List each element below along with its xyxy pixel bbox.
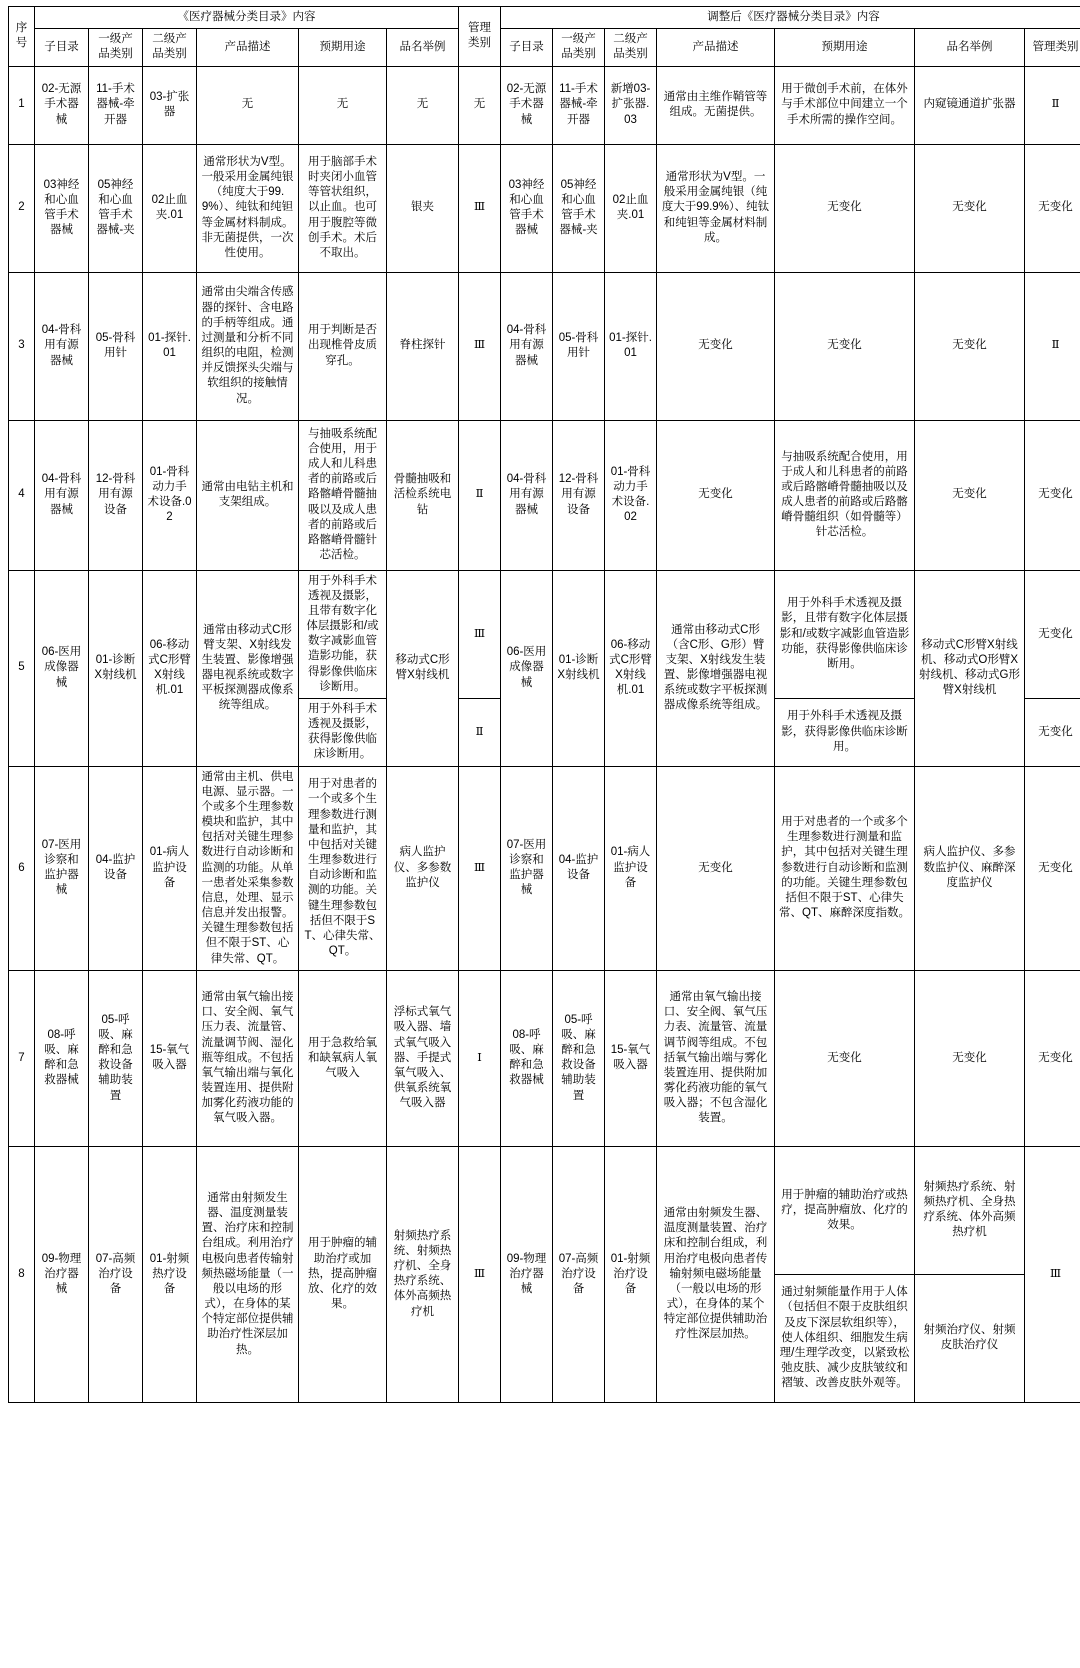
- cell-level1-new: 05-骨科用针: [553, 272, 605, 420]
- cell-name-old: 浮标式氧气吸入器、墙式氧气吸入器、手提式氧气吸入、供氧系统氧气吸入器: [387, 970, 459, 1146]
- cell-level1-new: 04-监护设备: [553, 766, 605, 970]
- cell-name-old: 病人监护仪、多参数监护仪: [387, 766, 459, 970]
- cell-level2-old: 03-扩张器: [143, 66, 197, 144]
- cell-subcatalog-old: 04-骨科用有源器械: [35, 272, 89, 420]
- cell-use-old: 无: [299, 66, 387, 144]
- cell-level1-new: 11-手术器械-牵开器: [553, 66, 605, 144]
- row-index: 2: [9, 144, 35, 272]
- cell-use-old: 与抽吸系统配合使用，用于成人和儿科患者的前路或后路髂嵴骨髓抽吸以及成人患者的前路或后路髂嵴骨髓针芯活检。: [299, 420, 387, 570]
- table-row: [9, 420, 1080, 570]
- cell-level1-new: 01-诊断X射线机: [553, 570, 605, 766]
- cell-level2-old: 02止血夹.01: [143, 144, 197, 272]
- cell-level2-old: 01-骨科动力手术设备.02: [143, 420, 197, 570]
- cell-desc-old: 通常由电钻主机和支架组成。: [197, 420, 299, 570]
- cell-level1-new: 05-呼吸、麻醉和急救设备辅助装置: [553, 970, 605, 1146]
- cell-class-old: 无: [459, 66, 501, 144]
- cell-subcatalog-old: 08-呼吸、麻醉和急救器械: [35, 970, 89, 1146]
- row-index: 7: [9, 970, 35, 1146]
- table-row: [9, 66, 1080, 144]
- table-row: [9, 272, 1080, 420]
- cell-use-old: 用于急救给氧和缺氧病人氧气吸入: [299, 970, 387, 1146]
- row-index: 8: [9, 1146, 35, 1402]
- cell-class-new: Ⅱ: [1025, 66, 1080, 144]
- cell-desc-old: 通常由射频发生器、温度测量装置、治疗床和控制台组成。利用治疗电极向患者传输射频热磁场能量（一般以电场的形式），在身体的某个特定部位提供辅助治疗性深层加热。: [197, 1146, 299, 1402]
- cell-level2-new: 新增03-扩张器.03: [605, 66, 657, 144]
- cell-subcatalog-old: 06-医用成像器械: [35, 570, 89, 766]
- cell-level1-old: 11-手术器械-牵开器: [89, 66, 143, 144]
- cell-subcatalog-old: 07-医用诊察和监护器械: [35, 766, 89, 970]
- cell-level1-old: 05神经和心血管手术器械-夹: [89, 144, 143, 272]
- group-header-adjusted: 调整后《医疗器械分类目录》内容: [501, 7, 1080, 29]
- cell-use-new: 与抽吸系统配合使用，用于成人和儿科患者的前路或后路髂嵴骨髓抽吸以及成人患者的前路或后路髂嵴骨髓组织（如骨髓等）针芯活检。: [775, 420, 915, 570]
- cell-subcatalog-old: 09-物理治疗器械: [35, 1146, 89, 1402]
- col-header-level2-new: 二级产品类别: [605, 29, 657, 66]
- cell-subcatalog-old: 04-骨科用有源器械: [35, 420, 89, 570]
- cell-desc-old: 通常由移动式C形臂支架、X射线发生装置、影像增强器电视系统或数字平板探测器成像系统等组成。: [197, 570, 299, 766]
- cell-desc-new: 通常由主维作鞘管等组成。无菌提供。: [657, 66, 775, 144]
- cell-use-old: 用于判断是否出现椎骨皮质穿孔。: [299, 272, 387, 420]
- cell-level1-new: 07-高频治疗设备: [553, 1146, 605, 1402]
- cell-desc-new: 无变化: [657, 420, 775, 570]
- cell-level2-new: 01-病人监护设备: [605, 766, 657, 970]
- cell-class-new-2: 无变化: [1025, 698, 1080, 766]
- cell-subcatalog-new: 04-骨科用有源器械: [501, 420, 553, 570]
- row-index: 6: [9, 766, 35, 970]
- cell-subcatalog-new: 06-医用成像器械: [501, 570, 553, 766]
- cell-class-new: 无变化: [1025, 144, 1080, 272]
- cell-subcatalog-new: 08-呼吸、麻醉和急救器械: [501, 970, 553, 1146]
- cell-class-old: Ⅲ: [459, 766, 501, 970]
- cell-name-old: 脊柱探针: [387, 272, 459, 420]
- cell-class-old: Ⅲ: [459, 1146, 501, 1402]
- cell-subcatalog-new: 07-医用诊察和监护器械: [501, 766, 553, 970]
- col-header-name-old: 品名举例: [387, 29, 459, 66]
- cell-level1-old: 05-骨科用针: [89, 272, 143, 420]
- table-row: [9, 144, 1080, 272]
- cell-name-new: 无变化: [915, 420, 1025, 570]
- cell-class-new-1: 无变化: [1025, 570, 1080, 698]
- cell-level2-new: 15-氧气吸入器: [605, 970, 657, 1146]
- cell-class-new: 无变化: [1025, 970, 1080, 1146]
- cell-name-new-2: 射频治疗仪、射频皮肤治疗仪: [915, 1274, 1025, 1402]
- col-header-use-old: 预期用途: [299, 29, 387, 66]
- group-header-original: 《医疗器械分类目录》内容: [35, 7, 459, 29]
- cell-class-old-1: Ⅲ: [459, 570, 501, 698]
- cell-use-old: 用于脑部手术时夹闭小血管等管状组织，以止血。也可用于腹腔等微创手术。术后不取出。: [299, 144, 387, 272]
- cell-subcatalog-new: 02-无源手术器械: [501, 66, 553, 144]
- cell-class-old: Ⅲ: [459, 144, 501, 272]
- cell-name-new: 移动式C形臂X射线机、移动式O形臂X射线机、移动式G形臂X射线机: [915, 570, 1025, 766]
- cell-level2-old: 06-移动式C形臂X射线机.01: [143, 570, 197, 766]
- col-header-desc-old: 产品描述: [197, 29, 299, 66]
- cell-level2-new: 01-骨科动力手术设备.02: [605, 420, 657, 570]
- table-group-header-row: [9, 7, 1080, 29]
- cell-class-new: 无变化: [1025, 420, 1080, 570]
- table-row: [9, 570, 1080, 698]
- cell-use-new: 用于对患者的一个或多个生理参数进行测量和监护，其中包括对关键生理参数进行自动诊断和监测的功能。关键生理参数包括但不限于ST、心律失常、QT、麻醉深度指数。: [775, 766, 915, 970]
- table-row: [9, 766, 1080, 970]
- classification-catalog-table: [8, 6, 1080, 1403]
- cell-use-new: 用于微创手术前，在体外与手术部位中间建立一个手术所需的操作空间。: [775, 66, 915, 144]
- cell-level2-old: 15-氧气吸入器: [143, 970, 197, 1146]
- cell-desc-new: 通常由射频发生器、温度测量装置、治疗床和控制台组成，利用治疗电极向患者传输射频电磁场能量（一般以电场的形式），在身体的某个特定部位提供辅助治疗性深层加热。: [657, 1146, 775, 1402]
- row-index: 3: [9, 272, 35, 420]
- col-header-name-new: 品名举例: [915, 29, 1025, 66]
- col-header-class-new: 管理类别: [1025, 29, 1080, 66]
- cell-class-old: Ⅰ: [459, 970, 501, 1146]
- col-header-subcatalog-new: 子目录: [501, 29, 553, 66]
- cell-use-old: 用于对患者的一个或多个生理参数进行测量和监护，其中包括对关键生理参数进行自动诊断和监测的功能。关键生理参数包括但不限于ST、心律失常、QT。: [299, 766, 387, 970]
- cell-desc-new: 通常由氧气输出接口、安全阀、氧气压力表、流量管、流量调节阀等组成。不包括氧气输出端与雾化装置连用、提供附加雾化药液功能的氧气吸入器；不包含湿化装置。: [657, 970, 775, 1146]
- cell-level1-new: 05神经和心血管手术器械-夹: [553, 144, 605, 272]
- cell-subcatalog-new: 04-骨科用有源器械: [501, 272, 553, 420]
- col-header-use-new: 预期用途: [775, 29, 915, 66]
- cell-class-new: Ⅲ: [1025, 1146, 1080, 1402]
- cell-name-old: 移动式C形臂X射线机: [387, 570, 459, 766]
- cell-level1-new: 12-骨科用有源设备: [553, 420, 605, 570]
- table-row: [9, 1146, 1080, 1274]
- cell-name-new: 病人监护仪、多参数监护仪、麻醉深度监护仪: [915, 766, 1025, 970]
- col-header-subcatalog-old: 子目录: [35, 29, 89, 66]
- cell-name-old: 射频热疗系统、射频热疗机、全身热疗系统、体外高频热疗机: [387, 1146, 459, 1402]
- col-header-level1-new: 一级产品类别: [553, 29, 605, 66]
- cell-use-new-1: 用于肿瘤的辅助治疗或热疗，提高肿瘤放、化疗的效果。: [775, 1146, 915, 1274]
- cell-desc-new: 无变化: [657, 272, 775, 420]
- col-header-level2-old: 二级产品类别: [143, 29, 197, 66]
- cell-name-new: 内窥镜通道扩张器: [915, 66, 1025, 144]
- cell-desc-old: 通常由氧气输出接口、安全阀、氧气压力表、流量管、流量调节阀、湿化瓶等组成。不包括氧气输出端与氧化装置连用、提供附加雾化药液功能的氧气吸入器。: [197, 970, 299, 1146]
- cell-use-new: 无变化: [775, 144, 915, 272]
- cell-desc-old: 无: [197, 66, 299, 144]
- cell-level1-old: 05-呼吸、麻醉和急救设备辅助装置: [89, 970, 143, 1146]
- col-header-class-old: 管理类别: [459, 7, 501, 67]
- table-column-header-row: [9, 29, 1080, 66]
- cell-desc-new: 通常由移动式C形（含C形、G形）臂支架、X射线发生装置、影像增强器电视系统或数字平板探测器成像系统等组成。: [657, 570, 775, 766]
- cell-class-old: Ⅱ: [459, 420, 501, 570]
- cell-level1-old: 07-高频治疗设备: [89, 1146, 143, 1402]
- cell-class-new: 无变化: [1025, 766, 1080, 970]
- col-header-desc-new: 产品描述: [657, 29, 775, 66]
- cell-use-new-1: 用于外科手术透视及摄影，且带有数字化体层摄影和/或数字减影血管造影功能，获得影像供临床诊断用。: [775, 570, 915, 698]
- cell-name-old: 骨髓抽吸和活检系统电钻: [387, 420, 459, 570]
- cell-level2-old: 01-探针.01: [143, 272, 197, 420]
- cell-name-new-1: 射频热疗系统、射频热疗机、全身热疗系统、体外高频热疗机: [915, 1146, 1025, 1274]
- cell-use-old-2: 用于外科手术透视及摄影，获得影像供临床诊断用。: [299, 698, 387, 766]
- cell-class-new: Ⅱ: [1025, 272, 1080, 420]
- cell-use-new-2: 用于外科手术透视及摄影，获得影像供临床诊断用。: [775, 698, 915, 766]
- cell-name-old: 无: [387, 66, 459, 144]
- row-index: 5: [9, 570, 35, 766]
- cell-name-new: 无变化: [915, 970, 1025, 1146]
- cell-use-old: 用于肿瘤的辅助治疗或加热，提高肿瘤放、化疗的效果。: [299, 1146, 387, 1402]
- cell-subcatalog-new: 09-物理治疗器械: [501, 1146, 553, 1402]
- row-index: 1: [9, 66, 35, 144]
- cell-desc-old: 通常由主机、供电电源、显示器。一个或多个生理参数模块和监护，其中包括对关键生理参数进行自动诊断和监测的功能。从单一患者处采集参数信息，处理、显示信息并发出报警。关键生理参数包括但不限于ST、心律失常、QT。: [197, 766, 299, 970]
- cell-desc-new: 无变化: [657, 766, 775, 970]
- cell-subcatalog-new: 03神经和心血管手术器械: [501, 144, 553, 272]
- col-header-level1-old: 一级产品类别: [89, 29, 143, 66]
- cell-class-old-2: Ⅱ: [459, 698, 501, 766]
- col-header-index: 序号: [9, 7, 35, 67]
- cell-level2-new: 01-探针.01: [605, 272, 657, 420]
- cell-level2-new: 01-射频治疗设备: [605, 1146, 657, 1402]
- cell-desc-old: 通常形状为V型。一般采用金属纯银（纯度大于99.9%）、纯钛和纯钽等金属材料制成。非无菌提供，一次性使用。: [197, 144, 299, 272]
- cell-name-old: 银夹: [387, 144, 459, 272]
- cell-level2-new: 02止血夹.01: [605, 144, 657, 272]
- cell-level2-old: 01-射频热疗设备: [143, 1146, 197, 1402]
- cell-level2-new: 06-移动式C形臂X射线机.01: [605, 570, 657, 766]
- cell-level1-old: 01-诊断X射线机: [89, 570, 143, 766]
- cell-name-new: 无变化: [915, 272, 1025, 420]
- cell-use-new: 无变化: [775, 272, 915, 420]
- row-index: 4: [9, 420, 35, 570]
- cell-subcatalog-old: 02-无源手术器械: [35, 66, 89, 144]
- cell-name-new: 无变化: [915, 144, 1025, 272]
- cell-level2-old: 01-病人监护设备: [143, 766, 197, 970]
- cell-desc-old: 通常由尖端含传感器的探针、含电路的手柄等组成。通过测量和分析不同组织的电阻，检测并反馈探头尖端与软组织的接触情况。: [197, 272, 299, 420]
- cell-level1-old: 04-监护设备: [89, 766, 143, 970]
- cell-subcatalog-old: 03神经和心血管手术器械: [35, 144, 89, 272]
- cell-desc-new: 通常形状为V型。一般采用金属纯银（纯度大于99.9%）、纯钛和纯钽等金属材料制成。: [657, 144, 775, 272]
- cell-use-new-2: 通过射频能量作用于人体（包括但不限于皮肤组织及皮下深层软组织等），使人体组织、细胞发生病理/生理学改变，以紧致松弛皮肤、减少皮肤皱纹和褶皱、改善皮肤外观等。: [775, 1274, 915, 1402]
- cell-level1-old: 12-骨科用有源设备: [89, 420, 143, 570]
- cell-use-new: 无变化: [775, 970, 915, 1146]
- cell-class-old: Ⅲ: [459, 272, 501, 420]
- cell-use-old-1: 用于外科手术透视及摄影，且带有数字化体层摄影和/或数字减影血管造影功能，获得影像供临床诊断用。: [299, 570, 387, 698]
- table-row: [9, 970, 1080, 1146]
